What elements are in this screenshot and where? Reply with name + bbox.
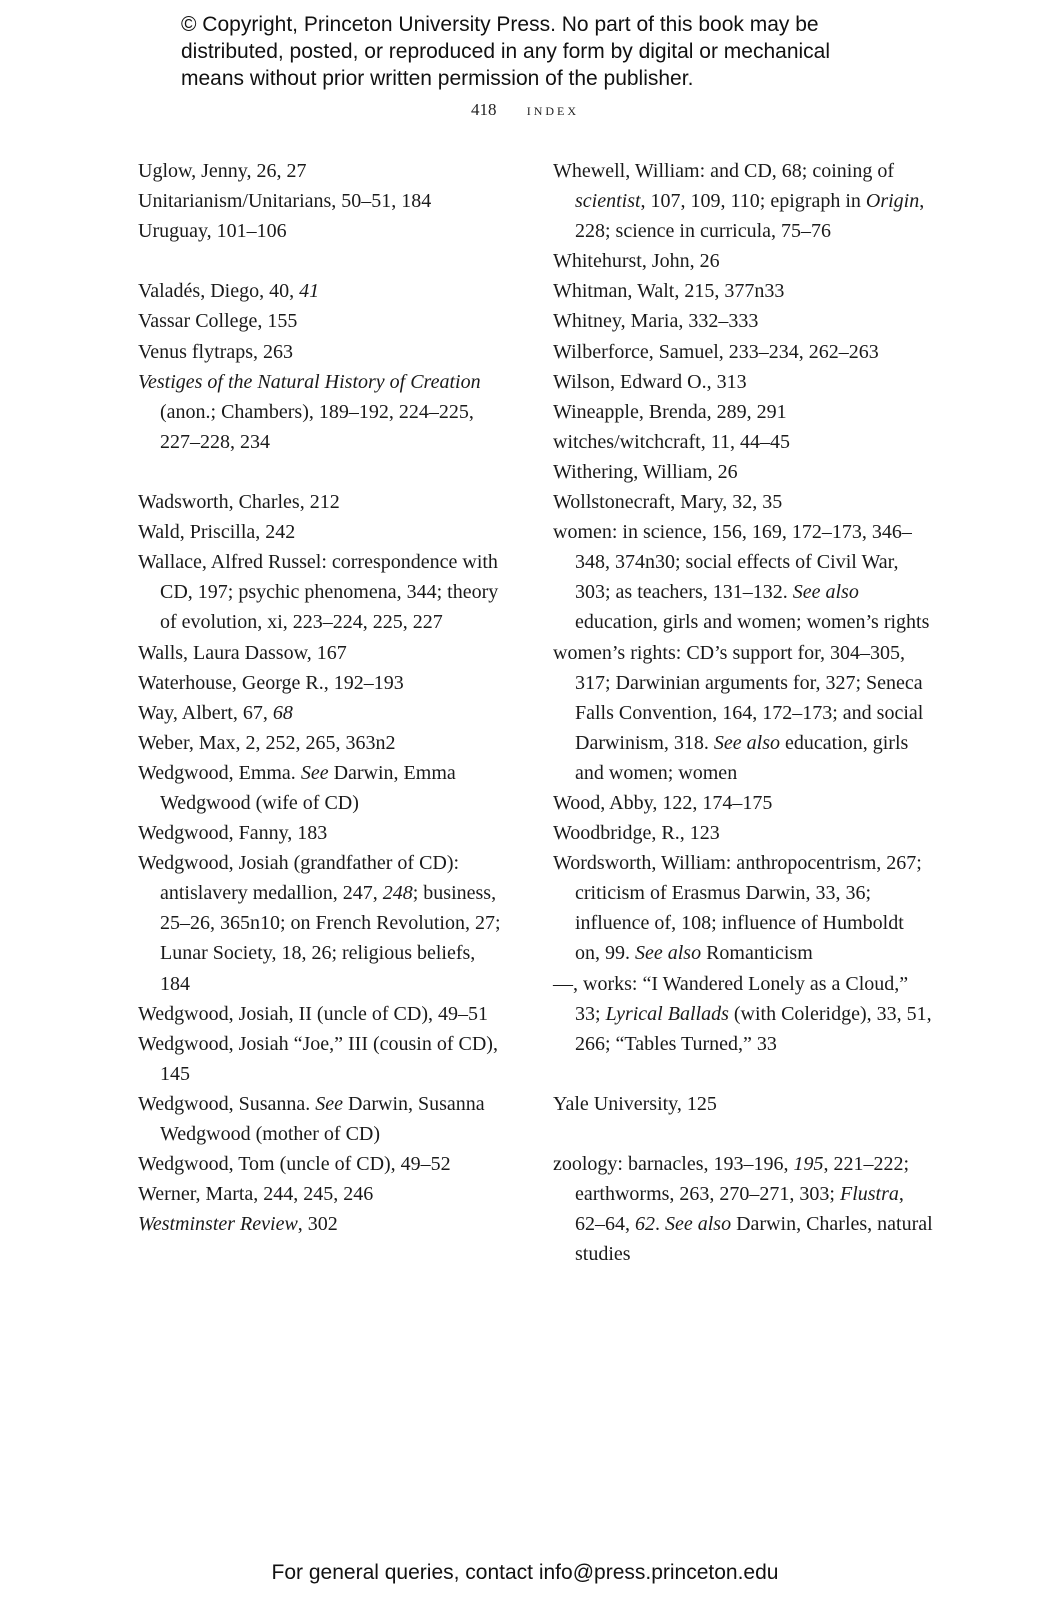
entry-group-gap xyxy=(553,1059,933,1089)
index-entry: Wilson, Edward O., 313 xyxy=(553,370,747,393)
entry-group-gap xyxy=(138,457,510,487)
index-entry: Weber, Max, 2, 252, 265, 363n2 xyxy=(138,731,396,754)
index-entry: Wedgwood, Tom (uncle of CD), 49–52 xyxy=(138,1153,451,1176)
index-entry: Wedgwood, Fanny, 183 xyxy=(138,822,328,845)
index-entry: Wedgwood, Josiah (grandfather of CD): antislavery medallion, 247, 248; business, 25–26, 365n10; on French Revolution, 27; Lunar Society, 18, 26; religious beliefs, 184 xyxy=(138,852,501,995)
index-entry: Wadsworth, Charles, 212 xyxy=(138,491,340,514)
index-entry: Wedgwood, Susanna. See Darwin, Susanna Wedgwood (mother of CD) xyxy=(138,1092,485,1145)
index-entry: Westminster Review, 302 xyxy=(138,1213,338,1236)
index-entry: Uruguay, 101–106 xyxy=(138,220,287,243)
index-entry: Vestiges of the Natural History of Creation (anon.; Chambers), 189–192, 224–225, 227–228, 234 xyxy=(138,370,481,453)
index-entry: Withering, William, 26 xyxy=(553,460,738,483)
index-entry: witches/witchcraft, 11, 44–45 xyxy=(553,430,790,453)
index-entry: Whewell, William: and CD, 68; coining of scientist, 107, 109, 110; epigraph in Origin, 228; science in curricula, 75–76 xyxy=(553,160,925,243)
index-entry: Way, Albert, 67, 68 xyxy=(138,701,293,724)
index-entry: Walls, Laura Dassow, 167 xyxy=(138,641,347,664)
index-entry: Whitehurst, John, 26 xyxy=(553,250,720,273)
index-entry: —, works: “I Wandered Lonely as a Cloud,” 33; Lyrical Ballads (with Coleridge), 33, 51, 266; “Tables Turned,” 33 xyxy=(553,972,932,1055)
index-entry: Werner, Marta, 244, 245, 246 xyxy=(138,1183,374,1206)
index-entry: Wordsworth, William: anthropocentrism, 267; criticism of Erasmus Darwin, 33, 36; influence of, 108; influence of Humboldt on, 99. See also Romanticism xyxy=(553,852,922,965)
index-entry: Venus flytraps, 263 xyxy=(138,340,293,363)
index-entry: Waterhouse, George R., 192–193 xyxy=(138,671,404,694)
index-entry: women: in science, 156, 169, 172–173, 346–348, 374n30; social effects of Civil War, 303; as teachers, 131–132. See also education, girls and women; women’s rights xyxy=(553,521,930,634)
index-entry: Wilberforce, Samuel, 233–234, 262–263 xyxy=(553,340,879,363)
section-title: index xyxy=(526,100,580,119)
index-entry: Whitman, Walt, 215, 377n33 xyxy=(553,280,785,303)
index-entry: Wedgwood, Josiah, II (uncle of CD), 49–51 xyxy=(138,1002,488,1025)
index-entry: Woodbridge, R., 123 xyxy=(553,822,720,845)
entry-group-gap xyxy=(138,246,510,276)
footer-contact: For general queries, contact info@press.princeton.edu xyxy=(271,1561,779,1584)
index-entry: Wedgwood, Josiah “Joe,” III (cousin of CD), 145 xyxy=(138,1032,498,1085)
index-entry: Wald, Priscilla, 242 xyxy=(138,521,296,544)
index-column-left xyxy=(138,156,510,1239)
index-entry: Wollstonecraft, Mary, 32, 35 xyxy=(553,491,783,514)
page-number: 418 xyxy=(470,100,497,119)
index-entry: Valadés, Diego, 40, 41 xyxy=(138,280,320,303)
index-entry: Yale University, 125 xyxy=(553,1092,717,1115)
entry-group-gap xyxy=(553,1119,933,1149)
index-entry: Unitarianism/Unitarians, 50–51, 184 xyxy=(138,190,432,213)
index-entry: Wedgwood, Emma. See Darwin, Emma Wedgwood (wife of CD) xyxy=(138,761,456,814)
index-entry: Uglow, Jenny, 26, 27 xyxy=(138,160,307,182)
index-entry: Vassar College, 155 xyxy=(138,310,298,333)
copyright-notice: © Copyright, Princeton University Press. No part of this book may be distributed, posted, or reproduced in any form by digital or mechanical means without prior written permission of the publisher. xyxy=(181,13,831,90)
index-entry: Wood, Abby, 122, 174–175 xyxy=(553,791,773,814)
index-entry: zoology: barnacles, 193–196, 195, 221–222; earthworms, 263, 270–271, 303; Flustra, 62–64, 62. See also Darwin, Charles, natural studies xyxy=(553,1153,933,1266)
index-entry: women’s rights: CD’s support for, 304–305, 317; Darwinian arguments for, 327; Seneca Falls Convention, 164, 172–173; and social Darwinism, 318. See also education, girls and women; women xyxy=(553,641,924,784)
index-entry: Wallace, Alfred Russel: correspondence with CD, 197; psychic phenomena, 344; theory of evolution, xi, 223–224, 225, 227 xyxy=(138,551,499,634)
index-entry: Whitney, Maria, 332–333 xyxy=(553,310,759,333)
index-column-right xyxy=(553,156,933,1269)
index-entry: Wineapple, Brenda, 289, 291 xyxy=(553,400,787,423)
running-head xyxy=(0,100,1050,120)
